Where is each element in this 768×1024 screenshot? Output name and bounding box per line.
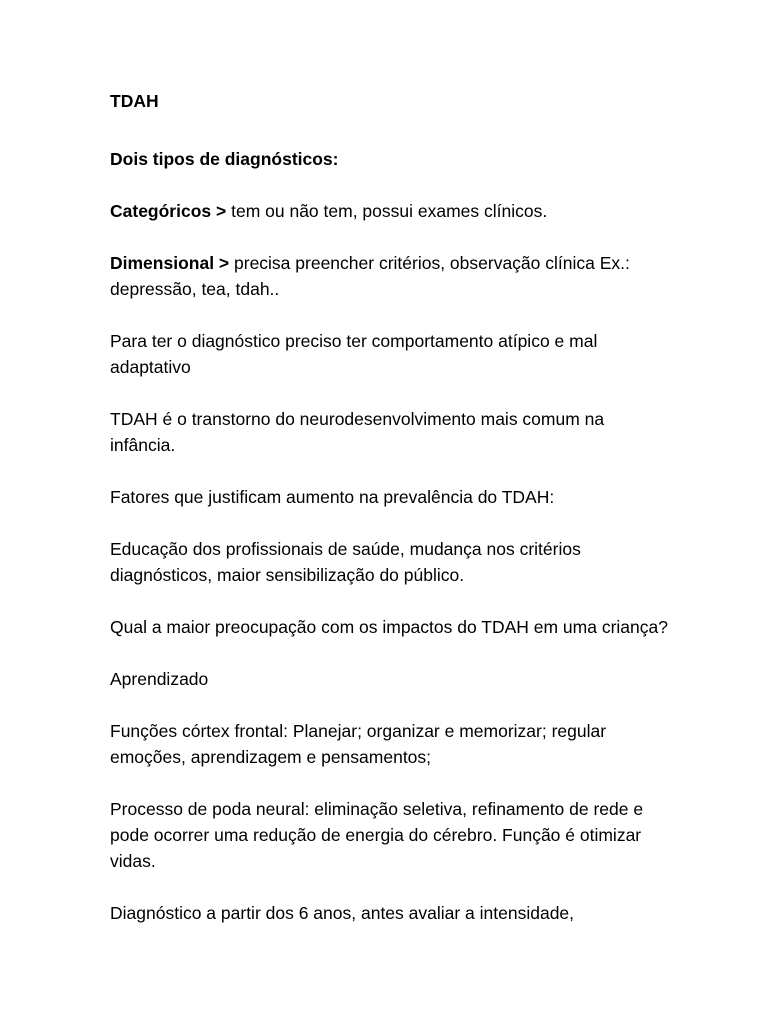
paragraph: Aprendizado [110,669,209,689]
document-title: TDAH [110,91,159,111]
paragraph: Fatores que justificam aumento na prevalência do TDAH: [110,487,555,507]
paragraph: Processo de poda neural: eliminação seletiva, refinamento de rede e pode ocorrer uma redução de energia do cérebro. Função é otimizar vidas. [110,799,644,871]
paragraph: TDAH é o transtorno do neurodesenvolvimento mais comum na infância. [110,409,605,455]
paragraph: Educação dos profissionais de saúde, mudança nos critérios diagnósticos, maior sensibilização do público. [110,539,581,585]
paragraph: Diagnóstico a partir dos 6 anos, antes avaliar a intensidade, [110,903,575,923]
paragraph: Qual a maior preocupação com os impactos do TDAH em uma criança? [110,617,668,637]
paragraph-categoricos [110,198,670,224]
section-heading: Dois tipos de diagnósticos: [110,149,339,169]
paragraph: Funções córtex frontal: Planejar; organizar e memorizar; regular emoções, aprendizagem e pensamentos; [110,721,607,767]
categoricos-label: Categóricos > [110,201,227,221]
categoricos-text: tem ou não tem, possui exames clínicos. [226,201,548,221]
paragraph: Para ter o diagnóstico preciso ter comportamento atípico e mal adaptativo [110,331,598,377]
document-body [110,88,670,952]
dimensional-label: Dimensional > [110,253,230,273]
paragraph-dimensional [110,250,670,302]
dimensional-text: precisa preencher critérios, observação clínica Ex.: depressão, tea, tdah.. [110,253,630,299]
